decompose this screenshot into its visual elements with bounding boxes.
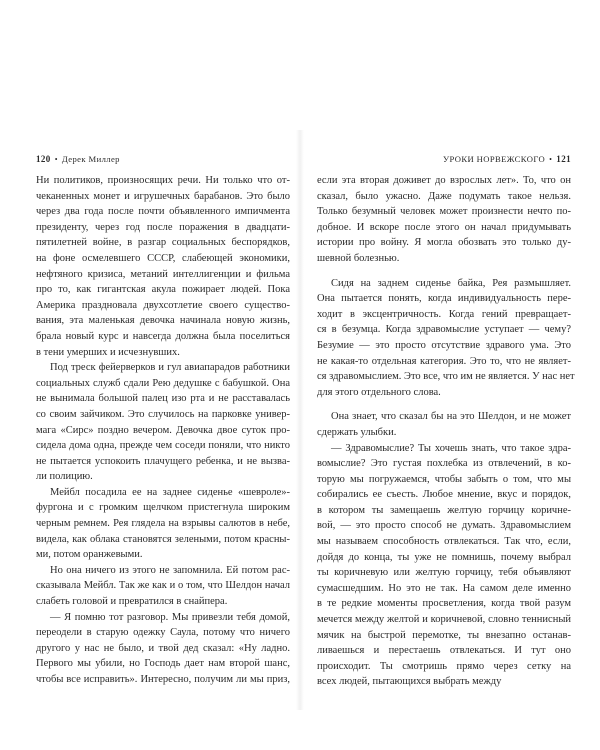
text-line: не какая-то отдельная категория. Это то, что не являет- — [317, 355, 571, 367]
text-line: не пытается успокоить плачущего ребенка, и не вызва- — [36, 455, 290, 467]
text-line: со своим зайчиком. Это случилось на парковке универ- — [36, 408, 290, 420]
text-line: Но она ничего из этого не запомнила. Ей потом рас- — [50, 564, 290, 576]
text-line: переодели в старую одежку Саула, потому что ничего — [36, 627, 290, 639]
book-gutter — [296, 130, 304, 710]
text-line: ли полицию. — [36, 471, 93, 483]
text-line: слабеть головой и превратился в снайпера. — [36, 596, 228, 608]
text-line: мечется между желтой и коричневой, словно теннисный — [317, 614, 571, 626]
bullet-separator: • — [549, 155, 553, 164]
text-line: Безумие — это просто отсутствие здравого ума. Это — [317, 339, 571, 351]
text-line: если эта вторая доживет до взрослых лет». То, что он — [317, 175, 571, 186]
text-line: мы называем способность отвлекаться. Так что, если, — [317, 536, 571, 548]
text-line: всех людей, пытающихся выбрать между — [317, 676, 502, 688]
left-running-head — [36, 154, 290, 166]
right-page-text — [317, 173, 575, 690]
text-line: видела, как облака становятся зелеными, потом красны- — [36, 533, 290, 545]
text-line: для этого отдельного слова. — [317, 386, 441, 398]
right-running-title: УРОКИ НОРВЕЖСКОГО — [442, 154, 546, 164]
text-line: другого у нас не было, и твой дед сказал: «Ну ладно. — [36, 642, 290, 654]
text-line: сказывала Мейбл. Так же как и о том, что Шелдон начал — [36, 580, 290, 592]
text-line: Она пытается понять, когда индивидуальность пере- — [317, 293, 571, 305]
text-line: добное. И вскоре после этого он начал придумывать — [317, 221, 571, 233]
text-line: ты коричневую или желтую горчицу, тебя объявляют — [317, 567, 571, 579]
text-line: про то, как гигантская акула пожирает людей. Пока — [36, 284, 290, 296]
left-page-number: 120 — [36, 154, 51, 164]
text-line: на фоне осмелевшего СССР, слабеющей экономики, — [36, 252, 290, 264]
text-line: мага «Сирс» поздно вечером. Девочка двое суток про- — [36, 424, 290, 436]
text-line: сумасшедшим. Но это не так. На самом деле именно — [317, 582, 571, 594]
text-line: фургона и с громким щелчком пристегнула широким — [36, 502, 290, 514]
text-line: Она знает, что сказал бы на это Шелдон, и не может — [331, 411, 571, 423]
text-line: Только безумный человек может произнести нечто по- — [317, 206, 571, 218]
text-line: сказал, было ужасно. Даже подумать такое нельзя. — [317, 190, 571, 202]
left-page — [36, 154, 290, 688]
text-line: Под треск фейерверков и гул авиапарадов работники — [50, 362, 290, 374]
text-line: чеканенных монет и игрушечных барабанов. Это было — [36, 190, 290, 202]
text-line: происходит. Ты смотришь прямо через сетку на — [317, 660, 571, 672]
text-line: черным ремнем. Рея глядела на взрывы салютов в небе, — [36, 518, 290, 530]
text-line: истории про войну. Я могла обозвать это только ду- — [317, 237, 571, 249]
text-line: дойдя до конца, ты уже не помнишь, почему выбрал — [317, 551, 571, 563]
text-line: Мейбл посадила ее на заднее сиденье «шевроле»- — [50, 486, 290, 498]
text-line: нефтяного кризиса, метаний интеллигенции и фильма — [36, 268, 290, 280]
text-line: через два года после почти объявленного импичмента — [36, 206, 290, 218]
right-page — [317, 154, 575, 690]
left-running-title: Дерек Миллер — [61, 154, 120, 164]
text-line: сдержать улыбки. — [317, 426, 397, 438]
text-line: мячик на быстрой перемотке, ты внезапно останав- — [317, 629, 571, 641]
bullet-separator: • — [54, 155, 58, 164]
text-line: президенту, через год после поражения в двадцати- — [36, 221, 290, 233]
text-line: сидела дома одна, прежде чем соседи поняли, что никто — [36, 440, 290, 452]
text-line: чтобы все исправить». Интересно, получим ли мы приз, — [36, 674, 290, 685]
text-line: социальных служб сдали Рею дедушке с бабушкой. Она — [36, 377, 290, 389]
text-line: ся здравомыслием. Это все, что им не является. У нас нет — [317, 371, 575, 383]
text-line: собирались ее съесть. Любое мнение, вкус и порядок, — [317, 489, 571, 501]
text-line: — Я помню тот разговор. Мы привезли тебя домой, — [50, 611, 290, 623]
text-line: ми, потом оранжевыми. — [36, 549, 143, 561]
text-line: в котором ты замещаешь желтую горчицу коричне- — [317, 504, 571, 516]
text-line: вания, эта маленькая девочка начинала новую жизнь, — [36, 315, 290, 327]
text-line: Первого мы убили, но Господь дает нам второй шанс, — [36, 658, 290, 670]
text-line: Ни политиков, произносящих речи. Ни только что от- — [36, 175, 290, 186]
text-line: не вынимала большой палец изо рта и не расставалась — [36, 393, 290, 405]
right-running-head — [317, 154, 571, 166]
text-line: вой, — это просто способ не думать. Здравомыслием — [317, 520, 571, 532]
text-line: ходит в эксцентричность. Когда гений превращает- — [317, 308, 571, 320]
text-line: торую мы погружаемся, чтобы забыть о том, что мы — [317, 473, 571, 485]
text-line: пятилетней войне, в разгар социальных беспорядков, — [36, 237, 290, 249]
text-line: Америка праздновала двухсотлетие своего существо- — [36, 299, 290, 311]
paragraph-gap — [317, 267, 571, 276]
text-line: Сидя на заднем сиденье байка, Рея размышляет. — [331, 277, 571, 289]
text-line: вомыслие? Это густая похлебка из отвлечений, в ко- — [317, 458, 571, 470]
text-line: — Здравомыслие? Ты хочешь знать, что такое здра- — [331, 442, 571, 454]
paragraph-gap — [317, 400, 571, 409]
text-line: брала новый курс и навсегда должна была поселиться — [36, 330, 290, 342]
text-line: ливаешься и перестаешь отвлекаться. И тут оно — [317, 645, 571, 657]
text-line: в тени умерших и исчезнувших. — [36, 346, 180, 358]
right-page-number: 121 — [556, 154, 571, 164]
text-line: ся в безумца. Когда здравомыслие уступает — чему? — [317, 324, 571, 336]
text-line: в те редкие моменты просветления, когда твой разум — [317, 598, 571, 610]
text-line: шевной болезнью. — [317, 252, 400, 264]
left-page-text — [36, 173, 290, 688]
